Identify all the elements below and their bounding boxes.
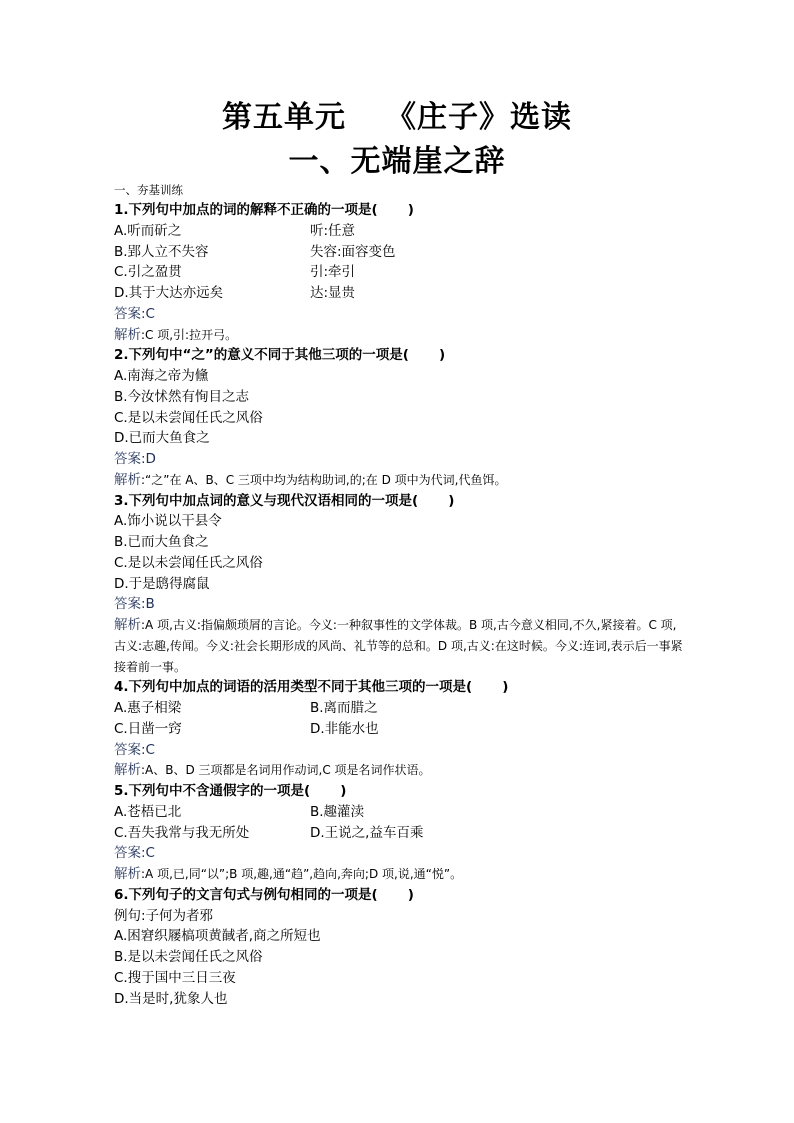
question-1-option-a: A.听而斫之 听:任意 (114, 222, 356, 239)
question-1-option-c: C.引之盈贯 引:牵引 (114, 264, 356, 281)
question-1-answer: 答案:C (114, 305, 155, 322)
question-6-stem: 6.下列句子的文言句式与例句相同的一项是( ) (114, 886, 414, 903)
exercise-content (114, 182, 694, 1009)
question-6-option-d: D.当是时,犹象人也 (114, 990, 228, 1007)
question-2-stem: 2.下列句中“之”的意义不同于其他三项的一项是( ) (114, 347, 446, 364)
question-2-option-c: C.是以未尝闻任氏之风俗 (114, 409, 263, 426)
question-1-option-d: D.其于大达亦远矣 达:显贵 (114, 285, 356, 301)
question-6-option-b: B.是以未尝闻任氏之风俗 (114, 949, 263, 965)
question-3-option-a: A.饰小说以干县令 (114, 513, 222, 530)
lesson-title: 一、无端崖之辞 (288, 144, 506, 179)
question-2-option-b: B.今汝怵然有恂目之志 (114, 388, 250, 405)
section-heading: 一、夯基训练 (114, 183, 183, 197)
question-5-options-cd: C.吾失我常与我无所处 D.王说之,益车百乘 (114, 824, 424, 841)
question-6-example: 例句:子何为者邪 (114, 907, 214, 924)
question-1-explanation: 解析:C 项,引:拉开弓。 (114, 326, 238, 343)
question-2-option-a: A.南海之帝为儵 (114, 368, 209, 384)
question-6-option-c: C.搜于国中三日三夜 (114, 969, 236, 986)
question-4-options-cd: C.日凿一窍 D.非能水也 (114, 720, 379, 737)
unit-title (0, 100, 794, 136)
question-3-stem: 3.下列句中加点词的意义与现代汉语相同的一项是( ) (114, 492, 455, 509)
question-3-option-d: D.于是鸱得腐鼠 (114, 575, 210, 592)
question-4-options-ab: A.惠子相梁 B.离而腊之 (114, 700, 378, 716)
question-3-explanation: 解析:A 项,古义:指偏颇琐屑的言论。今义:一种叙事性的文学体裁。B 项,古今意义相同,不久,紧接着。C 项,古义:志趣,传闻。今义:社会长期形成的风尚、礼节等的总和。D 项,古义:在这时候。今义:连词,表示后一事紧接着前一事。 (114, 617, 683, 674)
question-3-option-c: C.是以未尝闻任氏之风俗 (114, 554, 263, 571)
question-1-stem: 1.下列句中加点的词的解释不正确的一项是( ) (114, 202, 414, 218)
question-1-option-b: B.郢人立不失容 失容:面容变色 (114, 243, 396, 260)
question-4-explanation: 解析:A、B、D 三项都是名词用作动词,C 项是名词作状语。 (114, 762, 431, 779)
question-2-answer: 答案:D (114, 451, 156, 467)
question-5-answer: 答案:C (114, 845, 155, 862)
unit-subject: 《庄子》选读 (386, 100, 572, 135)
question-4-stem: 4.下列句中加点的词语的活用类型不同于其他三项的一项是( ) (114, 679, 509, 696)
question-3-option-b: B.已而大鱼食之 (114, 534, 209, 550)
question-5-options-ab: A.苍梧已北 B.趣灌渎 (114, 803, 365, 820)
question-2-option-d: D.已而大鱼食之 (114, 430, 210, 447)
unit-number: 第五单元 (222, 100, 346, 135)
question-4-answer: 答案:C (114, 741, 155, 758)
question-6-option-a: A.困窘织屦槁项黄馘者,商之所短也 (114, 928, 321, 945)
question-3-answer: 答案:B (114, 596, 155, 613)
question-2-explanation: 解析:“之”在 A、B、C 三项中均为结构助词,的;在 D 项中为代词,代鱼饵。 (114, 471, 507, 488)
question-5-explanation: 解析:A 项,已,同“以”;B 项,趣,通“趋”,趋向,奔向;D 项,说,通“悦”。 (114, 866, 463, 882)
question-5-stem: 5.下列句中不含通假字的一项是( ) (114, 783, 347, 799)
